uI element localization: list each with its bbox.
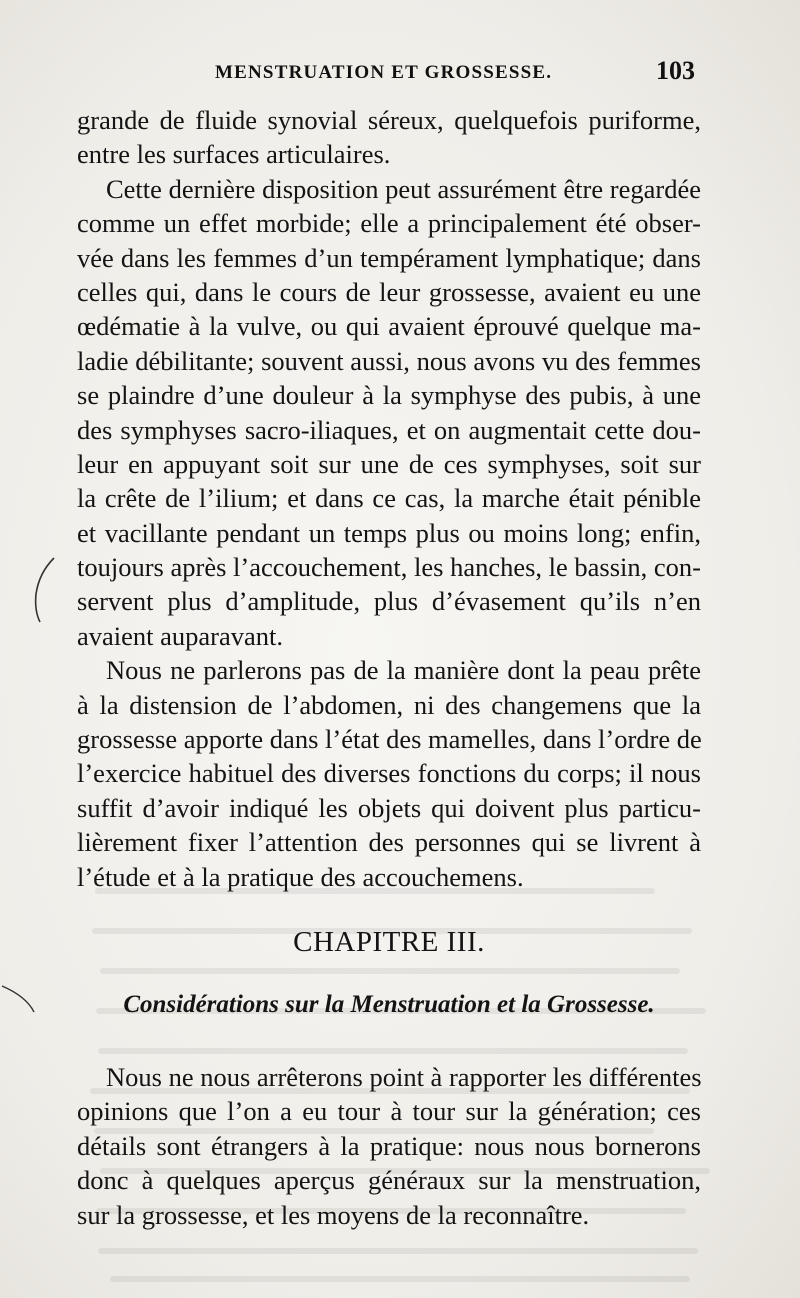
page-header [215,56,695,90]
text-line: grossesse apporte dans l’état des mamelles, dans l’ordre de [77,724,702,755]
text-line: des symphyses sacro-iliaques, et on augmentait cette dou- [77,414,701,445]
text-line: avaient auparavant. [77,620,283,651]
text-line: vée dans les femmes d’un tempérament lymphatique; dans [77,242,701,273]
text-line: à la distension de l’abdomen, ni des changemens que la [77,689,701,720]
text-line: ladie débilitante; souvent aussi, nous avons vu des femmes [77,345,701,376]
text-line: opinions que l’on a eu tour à tour sur la génération; ces [77,1096,701,1127]
text-line: grande de fluide synovial séreux, quelquefois puriforme, [77,105,701,135]
margin-pencil-mark-2 [0,972,60,1032]
text-line: l’exercice habituel des diverses fonctions du corps; il nous [77,758,701,789]
text-line: se plaindre d’une douleur à la symphyse des pubis, à une [77,380,701,411]
text-line: Nous ne parlerons pas de la manière dont la peau prête [106,655,701,686]
text-line: celles qui, dans le cours de leur grossesse, avaient eu une [77,276,701,307]
running-head: MENSTRUATION ET GROSSESSE. [215,62,553,83]
margin-pencil-mark [22,548,82,628]
chapter-title: CHAPITRE III. [293,926,485,958]
text-line: servent plus d’amplitude, plus d’évasement qu’ils n’en [77,586,701,617]
text-line: entre les surfaces articulaires. [77,139,391,170]
text-line: donc à quelques aperçus généraux sur la menstruation, [77,1165,701,1196]
text-line: leur en appuyant soit sur une de ces symphyses, soit sur [77,448,701,479]
text-line: la crête de l’ilium; et dans ce cas, la marche était pénible [77,483,701,514]
body-paragraphs [77,103,701,894]
text-line: lièrement fixer l’attention des personnes qui se livrent à [77,827,701,858]
chapter-subtitle: Considérations sur la Menstruation et la Grossesse. [123,991,655,1018]
text-line: détails sont étrangers à la pratique: nous nous bornerons [77,1130,701,1161]
section-paragraph [77,1060,701,1232]
page-number: 103 [656,56,695,85]
text-line: œdématie à la vulve, ou qui avaient éprouvé quelque ma- [77,311,701,342]
text-line: suffit d’avoir indiqué les objets qui doivent plus particu- [77,792,701,823]
text-line: l’étude et à la pratique des accouchemens. [77,861,524,892]
text-line: et vacillante pendant un temps plus ou moins long; enfin, [77,517,701,548]
text-line: Cette dernière disposition peut assurément être regardée [106,173,701,204]
text-line: sur la grossesse, et les moyens de la reconnaître. [77,1199,590,1230]
text-line: Nous ne nous arrêterons point à rapporter les différentes [106,1062,702,1092]
text-line: comme un effet morbide; elle a principalement été obser- [77,208,701,239]
chapter-heading [77,922,701,1022]
text-line: toujours après l’accouchement, les hanches, le bassin, con- [77,552,702,583]
